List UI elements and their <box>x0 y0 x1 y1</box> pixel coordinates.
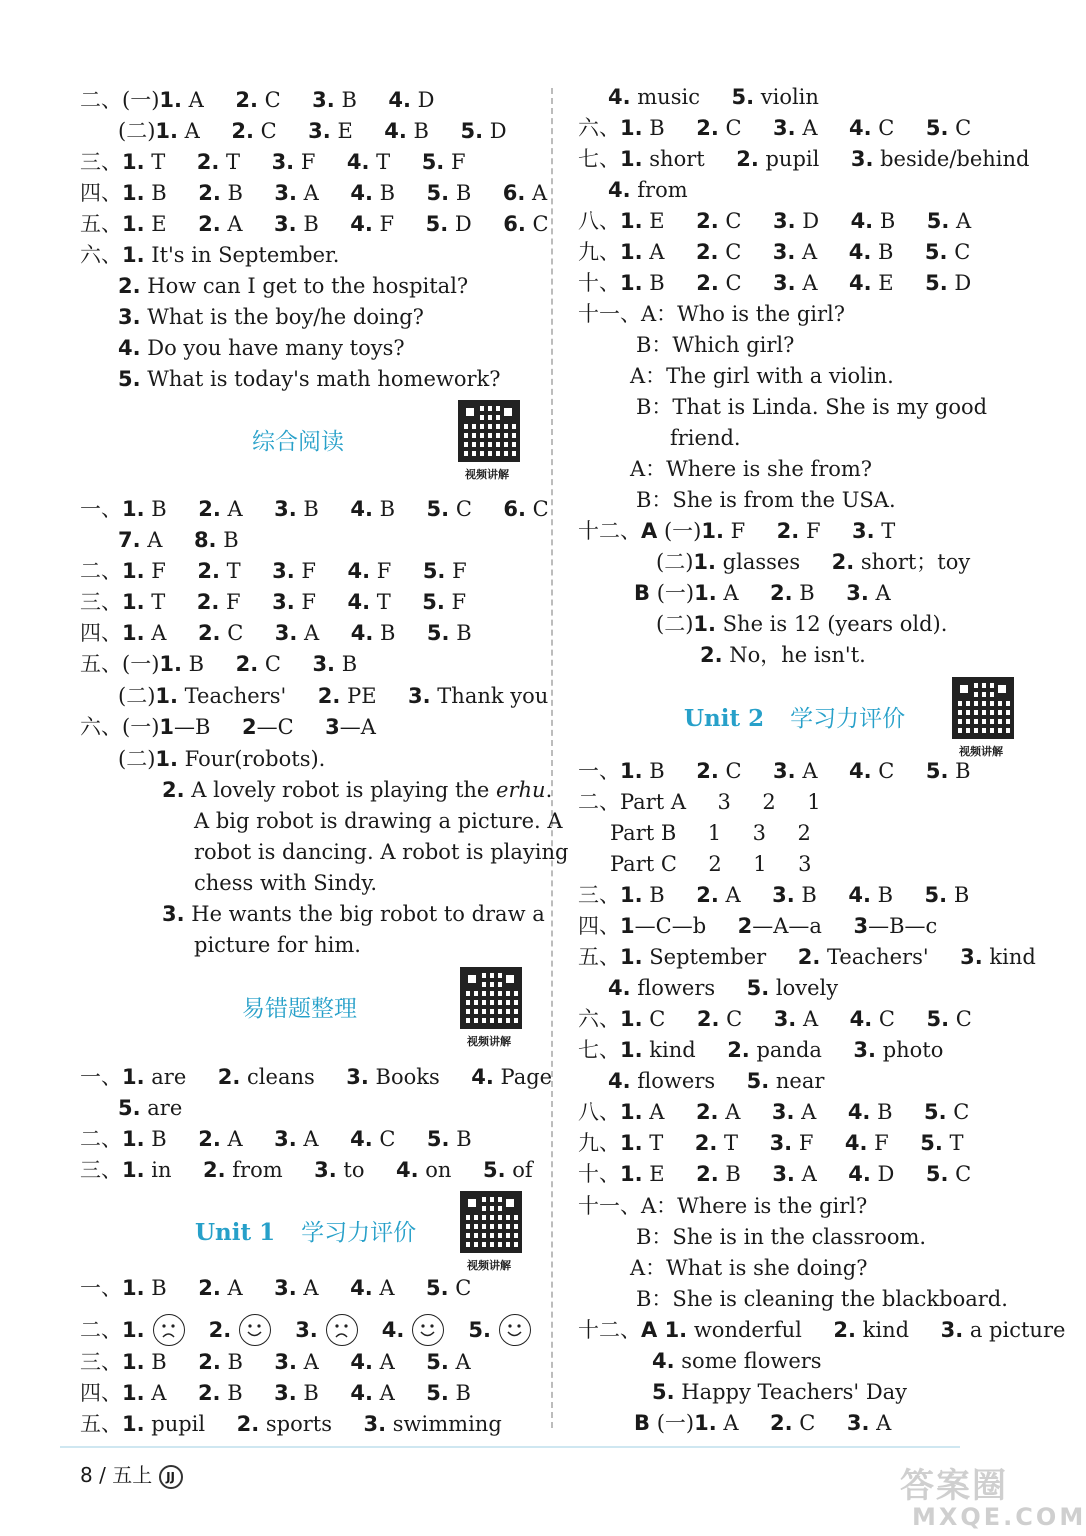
answer-line: picture for him. <box>194 933 361 957</box>
answer-line: chess with Sindy. <box>194 871 378 895</box>
answer-line: 八、1. E 2. C 3. D 4. B 5. A <box>578 209 972 233</box>
answer-line: 五、1. pupil 2. sports 3. swimming <box>80 1412 502 1436</box>
answer-line: 3. He wants the big robot to draw a <box>162 902 545 926</box>
answer-line: 一、1. B 2. A 3. A 4. A 5. C <box>80 1276 472 1300</box>
page-footer: 8 / 五上 JJ <box>80 1462 183 1489</box>
happy-face-icon <box>239 1314 271 1346</box>
sad-face-icon <box>153 1314 185 1346</box>
answer-line: 六、1. C 2. C 3. A 4. C 5. C <box>578 1007 972 1031</box>
qr-code-icon[interactable] <box>460 1191 522 1253</box>
answer-line: 4. flowers 5. lovely <box>608 976 839 1000</box>
answer-line: 4. flowers 5. near <box>608 1069 825 1093</box>
answer-line: 四、1. A 2. B 3. B 4. A 5. B <box>80 1381 471 1405</box>
answer-line: 三、1. T 2. T 3. F 4. T 5. F <box>80 150 466 174</box>
happy-face-icon <box>499 1314 531 1346</box>
answer-line: 九、1. A 2. C 3. A 4. B 5. C <box>578 240 971 264</box>
answer-line: 五、1. September 2. Teachers' 3. kind <box>578 945 1036 969</box>
answer-line: (二)1. Teachers' 2. PE 3. Thank you <box>118 684 549 708</box>
answer-line: 八、1. A 2. A 3. A 4. B 5. C <box>578 1100 970 1124</box>
answer-line: 三、1. in 2. from 3. to 4. on 5. of <box>80 1158 533 1182</box>
answer-line: 二、(一)1. A 2. C 3. B 4. D <box>80 88 435 112</box>
answer-line: 二、Part A 3 2 1 <box>578 790 821 814</box>
column-divider <box>551 88 553 1428</box>
watermark: 答案圈 MXQE.COM <box>900 1466 1086 1531</box>
answer-line: 七、1. short 2. pupil 3. beside/behind <box>578 147 1030 171</box>
answer-line: robot is dancing. A robot is playing <box>194 840 569 864</box>
answer-line: 一、1. B 2. A 3. B 4. B 5. C 6. C <box>80 497 549 521</box>
answer-line: 4. music 5. violin <box>608 85 819 109</box>
answer-line: 三、1. B 2. A 3. B 4. B 5. B <box>578 883 970 907</box>
answer-line: 4. Do you have many toys? <box>118 336 405 360</box>
answer-line: 2. How can I get to the hospital? <box>118 274 469 298</box>
answer-line: 2. A lovely robot is playing the erhu. <box>162 778 553 802</box>
answer-line: A：What is she doing? <box>630 1256 868 1280</box>
answer-line: 二、1. F 2. T 3. F 4. F 5. F <box>80 559 467 583</box>
answer-line: 三、1. T 2. F 3. F 4. T 5. F <box>80 590 467 614</box>
answer-line: 一、1. B 2. C 3. A 4. C 5. B <box>578 759 971 783</box>
answer-line: (二)1. Four(robots). <box>118 747 326 771</box>
section-heading: Unit 2 学习力评价 <box>684 705 906 732</box>
faces-answer-line: 二、1. 2. 3. 4. 5. <box>80 1312 541 1348</box>
answer-line: B：She is in the classroom. <box>636 1225 927 1249</box>
answer-line: friend. <box>670 426 741 450</box>
answer-line: 六、(一)1—B 2—C 3—A <box>80 715 376 739</box>
qr-code-icon[interactable] <box>460 967 522 1029</box>
qr-caption: 视频讲解 <box>467 1259 511 1272</box>
answer-line: 四、1—C—b 2—A—a 3—B—c <box>578 914 938 938</box>
answer-line: B：She is from the USA. <box>636 488 896 512</box>
answer-line: B (一)1. A 2. B 3. A <box>634 581 891 605</box>
answer-line: B：Which girl? <box>636 333 795 357</box>
answer-line: 4. from <box>608 178 688 202</box>
answer-line: B：That is Linda. She is my good <box>636 395 988 419</box>
answer-line: 7. A 8. B <box>118 528 239 552</box>
answer-line: A：The girl with a violin. <box>630 364 894 388</box>
answer-line: 六、1. B 2. C 3. A 4. C 5. C <box>578 116 972 140</box>
answer-line: 四、1. B 2. B 3. A 4. B 5. B 6. A <box>80 181 548 205</box>
answer-line: 3. What is the boy/he doing? <box>118 305 424 329</box>
answer-line: A：Where is she from? <box>630 457 873 481</box>
answer-line: 二、1. B 2. A 3. A 4. C 5. B <box>80 1127 472 1151</box>
qr-code-icon[interactable] <box>458 400 520 462</box>
answer-line: 2. No，he isn't. <box>700 643 866 667</box>
answer-line: 一、1. are 2. cleans 3. Books 4. Page <box>80 1065 553 1089</box>
answer-line: 十、1. B 2. C 3. A 4. E 5. D <box>578 271 972 295</box>
answer-line: 5. Happy Teachers' Day <box>652 1380 908 1404</box>
sad-face-icon <box>326 1314 358 1346</box>
answer-line: 4. some flowers <box>652 1349 822 1373</box>
section-heading: 易错题整理 <box>242 996 357 1022</box>
page-number: 8 <box>80 1463 93 1487</box>
qr-caption: 视频讲解 <box>959 745 1003 758</box>
answer-line: 五、1. E 2. A 3. B 4. F 5. D 6. C <box>80 212 549 236</box>
grade-label: 五上 <box>112 1463 153 1487</box>
answer-line: 十一、A：Who is the girl? <box>578 302 846 326</box>
answer-line: 5. What is today's math homework? <box>118 367 501 391</box>
answer-line: A big robot is drawing a picture. A <box>194 809 563 833</box>
answer-line: (二)1. glasses 2. short；toy <box>656 550 971 574</box>
answer-line: 5. are <box>118 1096 183 1120</box>
answer-line: 四、1. A 2. C 3. A 4. B 5. B <box>80 621 472 645</box>
answer-line: 七、1. kind 2. panda 3. photo <box>578 1038 944 1062</box>
answer-line: 三、1. B 2. B 3. A 4. A 5. A <box>80 1350 471 1374</box>
answer-line: 十一、A：Where is the girl? <box>578 1194 868 1218</box>
answer-line: (二)1. A 2. C 3. E 4. B 5. D <box>118 119 507 143</box>
qr-caption: 视频讲解 <box>467 1035 511 1048</box>
answer-line: 十二、A 1. wonderful 2. kind 3. a picture <box>578 1318 1066 1342</box>
happy-face-icon <box>412 1314 444 1346</box>
footer-rule <box>60 1446 960 1448</box>
answer-line: 六、1. It's in September. <box>80 243 340 267</box>
answer-line: Part C 2 1 3 <box>610 852 812 876</box>
answer-line: 十、1. E 2. B 3. A 4. D 5. C <box>578 1162 972 1186</box>
answer-line: 十二、A (一)1. F 2. F 3. T <box>578 519 896 543</box>
answer-line: B (一)1. A 2. C 3. A <box>634 1411 892 1435</box>
qr-code-icon[interactable] <box>952 677 1014 739</box>
edition-badge-icon: JJ <box>159 1465 183 1489</box>
answer-line: B：She is cleaning the blackboard. <box>636 1287 1008 1311</box>
section-heading: 综合阅读 <box>252 429 344 455</box>
answer-line: (二)1. She is 12 (years old). <box>656 612 948 636</box>
answer-line: Part B 1 3 2 <box>610 821 811 845</box>
answer-line: 九、1. T 2. T 3. F 4. F 5. T <box>578 1131 964 1155</box>
section-heading: Unit 1 学习力评价 <box>195 1219 417 1246</box>
answer-line: 五、(一)1. B 2. C 3. B <box>80 652 358 676</box>
qr-caption: 视频讲解 <box>465 468 509 481</box>
